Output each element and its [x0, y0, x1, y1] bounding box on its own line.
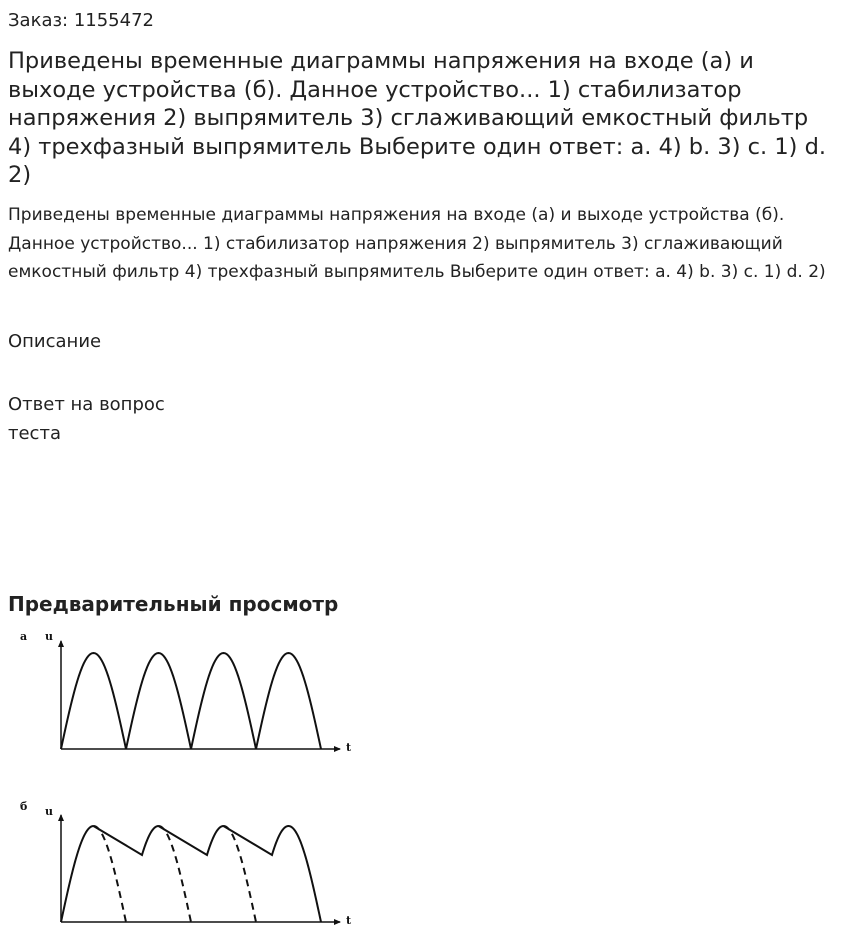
- x-axis-label-b: t: [346, 914, 352, 927]
- rectified-wave-a: [61, 653, 321, 749]
- smoothed-wave-b: [61, 826, 321, 922]
- diagram-panel-input: [20, 630, 352, 754]
- x-axis-label-a: t: [346, 741, 352, 754]
- order-number: Заказ: 1155472: [8, 10, 154, 31]
- question-body: Приведены временные диаграммы напряжения на входе (а) и выходе устройства (б). Данное устройство... 1) стабилизатор напряжения 2) выпрямитель 3) сглаживающий емкостный фильтр 4) трехфазный выпрямитель Выберите один ответ: a. 4) b. 3) c. 1) d. 2): [8, 205, 826, 282]
- diagram-panel-output: [20, 800, 352, 927]
- voltage-diagram-svg: [0, 625, 370, 935]
- question-title: Приведены временные диаграммы напряжения на входе (а) и выходе устройства (б). Данное устройство... 1) стабилизатор напряжения 2) выпрямитель 3) сглаживающий емкостный фильтр 4) трехфазный выпрямитель Выберите один ответ: a. 4) b. 3) c. 1) d. 2): [8, 48, 826, 188]
- y-axis-label-a: u: [45, 630, 53, 643]
- voltage-diagram: [0, 625, 370, 935]
- panel-label-b: б: [20, 800, 28, 813]
- preview-title: Предварительный просмотр: [8, 592, 339, 616]
- description-label: Описание: [8, 331, 102, 352]
- y-axis-label-b: u: [45, 805, 53, 818]
- panel-label-a: а: [20, 630, 28, 643]
- answer-label: Ответ на вопрос теста: [8, 394, 165, 444]
